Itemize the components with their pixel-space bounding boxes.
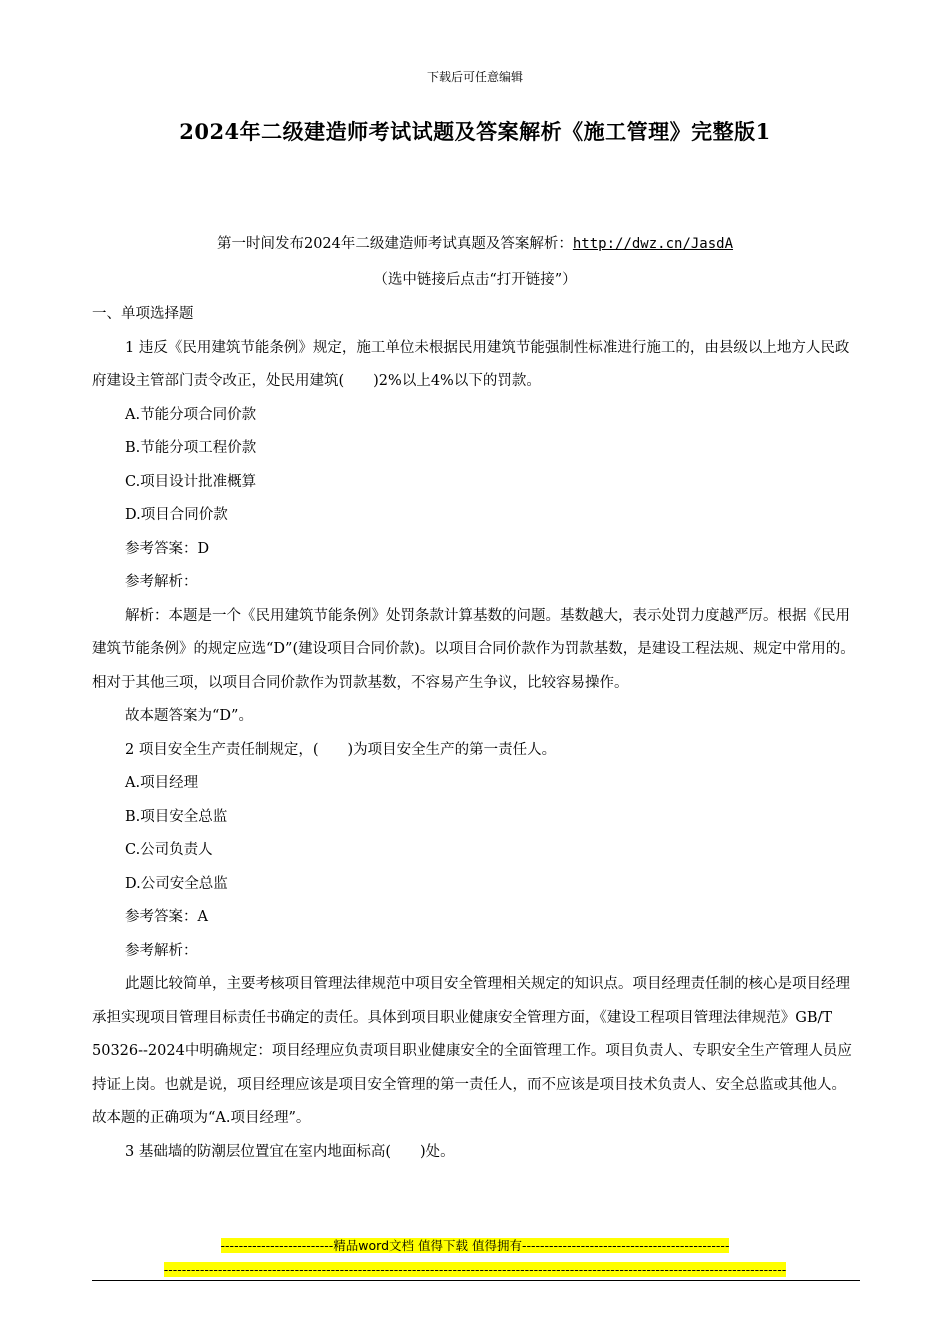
question-2-analysis: 此题比较简单，主要考核项目管理法律规范中项目安全管理相关规定的知识点。项目经理责任制的核心是项目经理承担实现项目管理目标责任书确定的责任。具体到项目职业健康安全管理方面，《建设工程项目管理法律规范》GB/T 50326--2024中明确规定：项目经理应负责项目职业健康安全的全面管理工作。项目负责人、专职安全生产管理人员应持证上岗。也就是说，项目经理应该是项目安全管理的第一责任人，而不应该是项目技术负责人、安全总监或其他人。故本题的正确项为“A.项目经理”。 <box>92 976 852 1126</box>
question-2-answer: 参考答案：A <box>125 909 208 925</box>
question-1-option-b: B.节能分项工程价款 <box>125 440 257 456</box>
question-1-analysis: 解析：本题是一个《民用建筑节能条例》处罚条款计算基数的问题。基数越大，表示处罚力度越严厉。根据《民用建筑节能条例》的规定应选“D”(建设项目合同价款)。以项目合同价款作为罚款基数，是建设工程法规、规定中常用的。相对于其他三项，以项目合同价款作为罚款基数，不容易产生争议，比较容易操作。 <box>92 607 855 691</box>
section-heading: 一、单项选择题 <box>92 306 194 322</box>
question-2-analysis-label: 参考解析： <box>125 942 198 959</box>
question-1-stem: 1 违反《民用建筑节能条例》规定，施工单位未根据民用建筑节能强制性标准进行施工的，由县级以上地方人民政府建设主管部门责令改正，处民用建筑( )2%以上4%以下的罚款。 <box>92 339 850 389</box>
question-2-option-a: A.项目经理 <box>125 775 199 791</box>
footer-rule <box>92 1280 860 1281</box>
release-line <box>0 232 950 253</box>
question-3-stem: 3 基础墙的防潮层位置宜在室内地面标高( )处。 <box>125 1143 455 1160</box>
question-1-option-a: A.节能分项合同价款 <box>125 406 257 423</box>
footer-banner <box>0 1236 950 1254</box>
release-link[interactable]: http://dwz.cn/JasdA <box>572 236 734 252</box>
question-2-stem: 2 项目安全生产责任制规定，( )为项目安全生产的第一责任人。 <box>125 741 557 758</box>
release-text: 第一时间发布2024年二级建造师考试真题及答案解析： <box>216 236 573 252</box>
question-1-analysis-label: 参考解析： <box>125 574 198 590</box>
footer-dashes-text: ------------------------------------------------------------------------------------------------------------------------------------------ <box>163 1262 787 1277</box>
question-2-option-d: D.公司安全总监 <box>125 875 228 892</box>
footer-banner-text: -------------------------精品word文档 值得下载 值得拥有---------------------------------------------- <box>220 1238 730 1253</box>
document-body <box>92 298 860 1169</box>
footer-dashes <box>0 1262 950 1277</box>
question-2-option-c: C.公司负责人 <box>125 842 213 858</box>
link-hint: （选中链接后点击“打开链接”） <box>373 272 577 288</box>
question-1-answer: 参考答案：D <box>125 540 210 557</box>
document-title: 2024年二级建造师考试试题及答案解析《施工管理》完整版1 <box>179 119 771 144</box>
edit-note: 下载后可任意编辑 <box>426 70 523 84</box>
question-1-option-d: D.项目合同价款 <box>125 507 228 523</box>
question-1-option-c: C.项目设计批准概算 <box>125 473 257 490</box>
question-2-option-b: B.项目安全总监 <box>125 808 228 825</box>
question-1-conclusion: 故本题答案为“D”。 <box>125 708 253 724</box>
